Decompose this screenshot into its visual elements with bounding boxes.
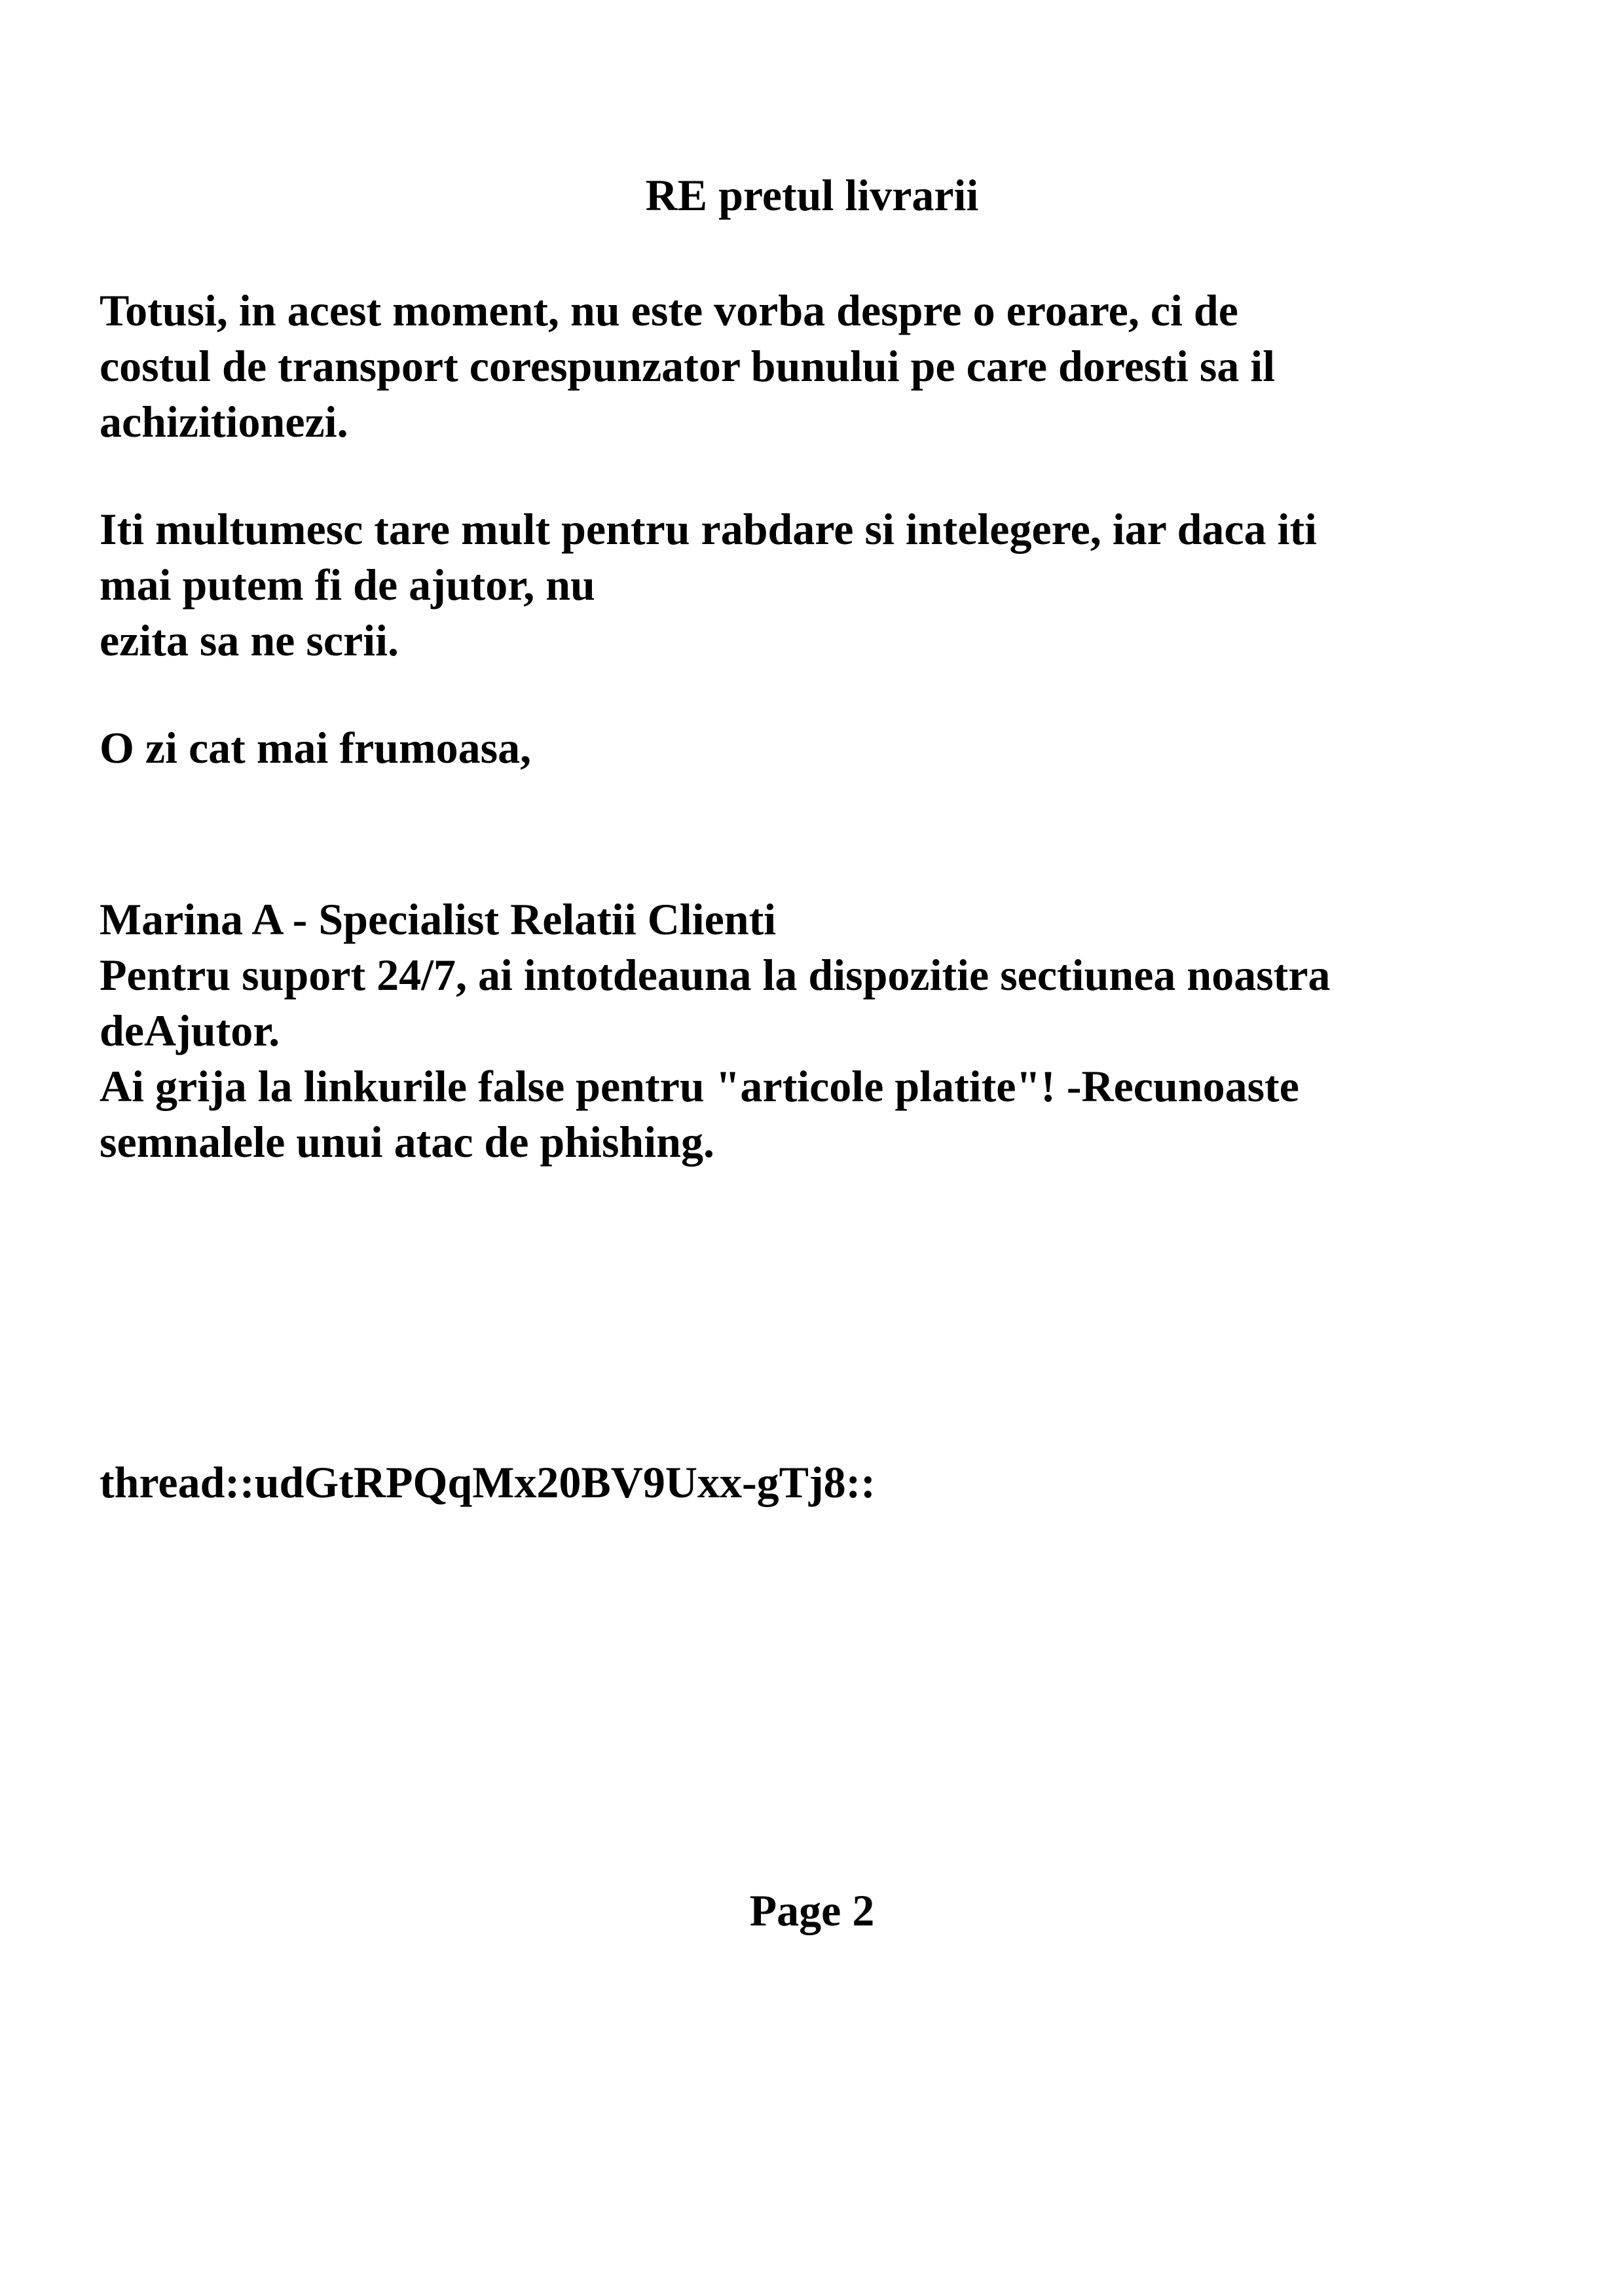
body-paragraph-1 [100,283,1573,450]
signature-line: semnalele unui atac de phishing. [100,1117,714,1167]
signature-block [100,892,1573,1170]
paragraph-2-line: mai putem fi de ajutor, nu [100,560,595,610]
paragraph-2-line: ezita sa ne scrii. [100,615,399,665]
signature-line: deAjutor. [100,1006,280,1055]
closing-line: O zi cat mai frumoasa, [100,723,532,773]
paragraph-1-line: costul de transport corespunzator bunului pe care doresti sa il [100,341,1276,391]
page-number: Page 2 [749,1886,875,1935]
paragraph-2-line: Iti multumesc tare mult pentru rabdare si intelegere, iar daca iti [100,504,1318,554]
paragraph-1-line: achizitionezi. [100,397,348,446]
paragraph-1-line: Totusi, in acest moment, nu este vorba despre o eroare, ci de [100,285,1238,335]
signature-line: Pentru suport 24/7, ai intotdeauna la dispozitie sectiunea noastra [100,950,1331,1000]
signature-line: Ai grija la linkurile false pentru "articole platite"! -Recunoaste [100,1061,1299,1111]
thread-id: thread::udGtRPQqMx20BV9Uxx-gTj8:: [100,1457,876,1507]
page-title: RE pretul livrarii [645,170,979,220]
body-paragraph-2 [100,501,1573,668]
signature-name: Marina A - Specialist Relatii Clienti [100,894,777,944]
